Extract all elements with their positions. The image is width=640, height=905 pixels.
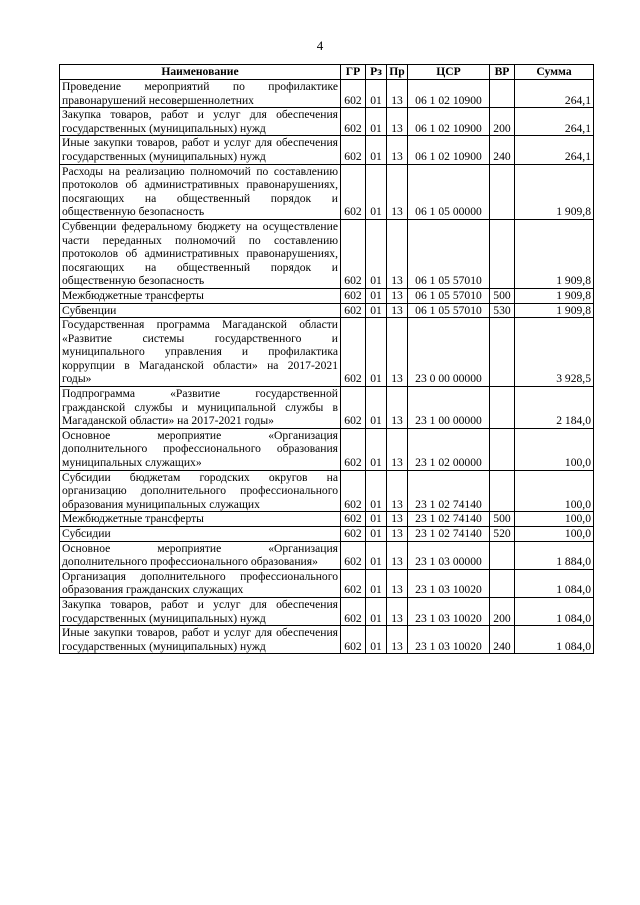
row-name: Государственная программа Магаданской области «Развитие системы государственного и муниципального управления и профилактика коррупции в Магаданской области» на 2017-2021 годы» <box>60 318 341 387</box>
row-vr: 240 <box>490 136 515 164</box>
row-vr <box>490 470 515 512</box>
row-sum: 1 909,8 <box>515 164 594 219</box>
row-sum: 3 928,5 <box>515 318 594 387</box>
row-vr: 200 <box>490 597 515 625</box>
table-row <box>60 80 594 108</box>
row-gr: 602 <box>341 164 366 219</box>
row-csr: 23 1 02 74140 <box>408 512 490 527</box>
row-sum: 1 084,0 <box>515 626 594 654</box>
row-gr: 602 <box>341 428 366 470</box>
row-rz: 01 <box>366 512 387 527</box>
row-sum: 1 909,8 <box>515 288 594 303</box>
row-rz: 01 <box>366 318 387 387</box>
row-pr: 13 <box>387 626 408 654</box>
row-name: Иные закупки товаров, работ и услуг для обеспечения государственных (муниципальных) нужд <box>60 136 341 164</box>
row-name: Подпрограмма «Развитие государственной гражданской службы и муниципальной службы в Магаданской области» на 2017-2021 годы» <box>60 387 341 429</box>
row-sum: 1 884,0 <box>515 541 594 569</box>
table-row <box>60 318 594 387</box>
table-row <box>60 288 594 303</box>
row-gr: 602 <box>341 597 366 625</box>
row-sum: 1 084,0 <box>515 569 594 597</box>
row-rz: 01 <box>366 164 387 219</box>
row-vr <box>490 428 515 470</box>
row-name: Закупка товаров, работ и услуг для обеспечения государственных (муниципальных) нужд <box>60 108 341 136</box>
header-vr: ВР <box>490 65 515 80</box>
row-rz: 01 <box>366 527 387 542</box>
header-csr: ЦСР <box>408 65 490 80</box>
row-sum: 264,1 <box>515 80 594 108</box>
row-vr: 530 <box>490 303 515 318</box>
row-name: Закупка товаров, работ и услуг для обеспечения государственных (муниципальных) нужд <box>60 597 341 625</box>
row-pr: 13 <box>387 136 408 164</box>
row-pr: 13 <box>387 597 408 625</box>
header-name: Наименование <box>60 65 341 80</box>
row-name: Расходы на реализацию полномочий по составлению протоколов об административных правонарушениях, посягающих на общественный порядок и общественную безопасность <box>60 164 341 219</box>
row-csr: 23 1 02 00000 <box>408 428 490 470</box>
row-sum: 264,1 <box>515 108 594 136</box>
row-gr: 602 <box>341 470 366 512</box>
row-name: Субсидии <box>60 527 341 542</box>
table-header-row <box>60 65 594 80</box>
row-vr <box>490 219 515 288</box>
row-csr: 06 1 02 10900 <box>408 108 490 136</box>
row-pr: 13 <box>387 288 408 303</box>
row-rz: 01 <box>366 303 387 318</box>
row-csr: 06 1 02 10900 <box>408 80 490 108</box>
row-gr: 602 <box>341 108 366 136</box>
row-csr: 06 1 05 00000 <box>408 164 490 219</box>
row-gr: 602 <box>341 387 366 429</box>
row-csr: 23 1 02 74140 <box>408 527 490 542</box>
row-sum: 264,1 <box>515 136 594 164</box>
row-csr: 06 1 05 57010 <box>408 219 490 288</box>
row-rz: 01 <box>366 136 387 164</box>
table-row <box>60 164 594 219</box>
row-vr: 200 <box>490 108 515 136</box>
row-pr: 13 <box>387 80 408 108</box>
row-csr: 23 1 03 10020 <box>408 626 490 654</box>
table-row <box>60 219 594 288</box>
row-rz: 01 <box>366 288 387 303</box>
row-sum: 1 084,0 <box>515 597 594 625</box>
row-gr: 602 <box>341 626 366 654</box>
row-pr: 13 <box>387 108 408 136</box>
row-name: Субвенции <box>60 303 341 318</box>
row-pr: 13 <box>387 470 408 512</box>
row-gr: 602 <box>341 512 366 527</box>
row-gr: 602 <box>341 80 366 108</box>
row-gr: 602 <box>341 541 366 569</box>
row-csr: 23 1 03 10020 <box>408 597 490 625</box>
row-name: Субвенции федеральному бюджету на осуществление части переданных полномочий по составлению протоколов об административных правонарушениях, посягающих на общественный порядок и общественную безопасность <box>60 219 341 288</box>
row-pr: 13 <box>387 303 408 318</box>
row-vr: 500 <box>490 512 515 527</box>
row-rz: 01 <box>366 470 387 512</box>
header-pr: Пр <box>387 65 408 80</box>
row-pr: 13 <box>387 387 408 429</box>
table-row <box>60 387 594 429</box>
header-gr: ГР <box>341 65 366 80</box>
row-pr: 13 <box>387 541 408 569</box>
row-pr: 13 <box>387 512 408 527</box>
row-rz: 01 <box>366 219 387 288</box>
row-vr <box>490 541 515 569</box>
row-name: Проведение мероприятий по профилактике правонарушений несовершеннолетних <box>60 80 341 108</box>
row-gr: 602 <box>341 527 366 542</box>
row-vr: 240 <box>490 626 515 654</box>
row-name: Иные закупки товаров, работ и услуг для обеспечения государственных (муниципальных) нужд <box>60 626 341 654</box>
row-gr: 602 <box>341 569 366 597</box>
row-name: Межбюджетные трансферты <box>60 512 341 527</box>
row-sum: 100,0 <box>515 428 594 470</box>
row-vr: 500 <box>490 288 515 303</box>
row-pr: 13 <box>387 164 408 219</box>
row-vr <box>490 164 515 219</box>
row-rz: 01 <box>366 541 387 569</box>
row-pr: 13 <box>387 569 408 597</box>
row-csr: 06 1 05 57010 <box>408 303 490 318</box>
table-row <box>60 527 594 542</box>
row-vr <box>490 387 515 429</box>
row-name: Межбюджетные трансферты <box>60 288 341 303</box>
page-number: 4 <box>316 38 324 53</box>
row-pr: 13 <box>387 428 408 470</box>
row-rz: 01 <box>366 626 387 654</box>
row-csr: 23 0 00 00000 <box>408 318 490 387</box>
row-gr: 602 <box>341 219 366 288</box>
row-gr: 602 <box>341 303 366 318</box>
row-rz: 01 <box>366 387 387 429</box>
table-row <box>60 108 594 136</box>
row-gr: 602 <box>341 136 366 164</box>
row-name: Субсидии бюджетам городских округов на организацию дополнительного профессионального образования муниципальных служащих <box>60 470 341 512</box>
budget-table <box>59 64 594 654</box>
row-sum: 1 909,8 <box>515 303 594 318</box>
row-sum: 2 184,0 <box>515 387 594 429</box>
row-pr: 13 <box>387 318 408 387</box>
row-pr: 13 <box>387 219 408 288</box>
row-rz: 01 <box>366 80 387 108</box>
row-vr <box>490 80 515 108</box>
row-csr: 23 1 03 00000 <box>408 541 490 569</box>
header-sum: Сумма <box>515 65 594 80</box>
table-row <box>60 428 594 470</box>
header-rz: Рз <box>366 65 387 80</box>
row-gr: 602 <box>341 318 366 387</box>
table-row <box>60 303 594 318</box>
row-rz: 01 <box>366 569 387 597</box>
table-row <box>60 569 594 597</box>
row-csr: 23 1 03 10020 <box>408 569 490 597</box>
row-csr: 06 1 05 57010 <box>408 288 490 303</box>
table-row <box>60 541 594 569</box>
table-row <box>60 136 594 164</box>
row-name: Основное мероприятие «Организация дополнительного профессионального образования» <box>60 541 341 569</box>
row-name: Организация дополнительного профессионального образования гражданских служащих <box>60 569 341 597</box>
row-vr <box>490 569 515 597</box>
row-name: Основное мероприятие «Организация дополнительного профессионального образования муниципальных служащих» <box>60 428 341 470</box>
table-row <box>60 626 594 654</box>
row-sum: 100,0 <box>515 512 594 527</box>
row-sum: 100,0 <box>515 470 594 512</box>
row-vr <box>490 318 515 387</box>
row-vr: 520 <box>490 527 515 542</box>
row-rz: 01 <box>366 428 387 470</box>
row-rz: 01 <box>366 597 387 625</box>
table-row <box>60 597 594 625</box>
table-row <box>60 512 594 527</box>
row-csr: 23 1 02 74140 <box>408 470 490 512</box>
row-csr: 23 1 00 00000 <box>408 387 490 429</box>
row-csr: 06 1 02 10900 <box>408 136 490 164</box>
row-gr: 602 <box>341 288 366 303</box>
table-row <box>60 470 594 512</box>
row-sum: 1 909,8 <box>515 219 594 288</box>
row-sum: 100,0 <box>515 527 594 542</box>
row-rz: 01 <box>366 108 387 136</box>
row-pr: 13 <box>387 527 408 542</box>
